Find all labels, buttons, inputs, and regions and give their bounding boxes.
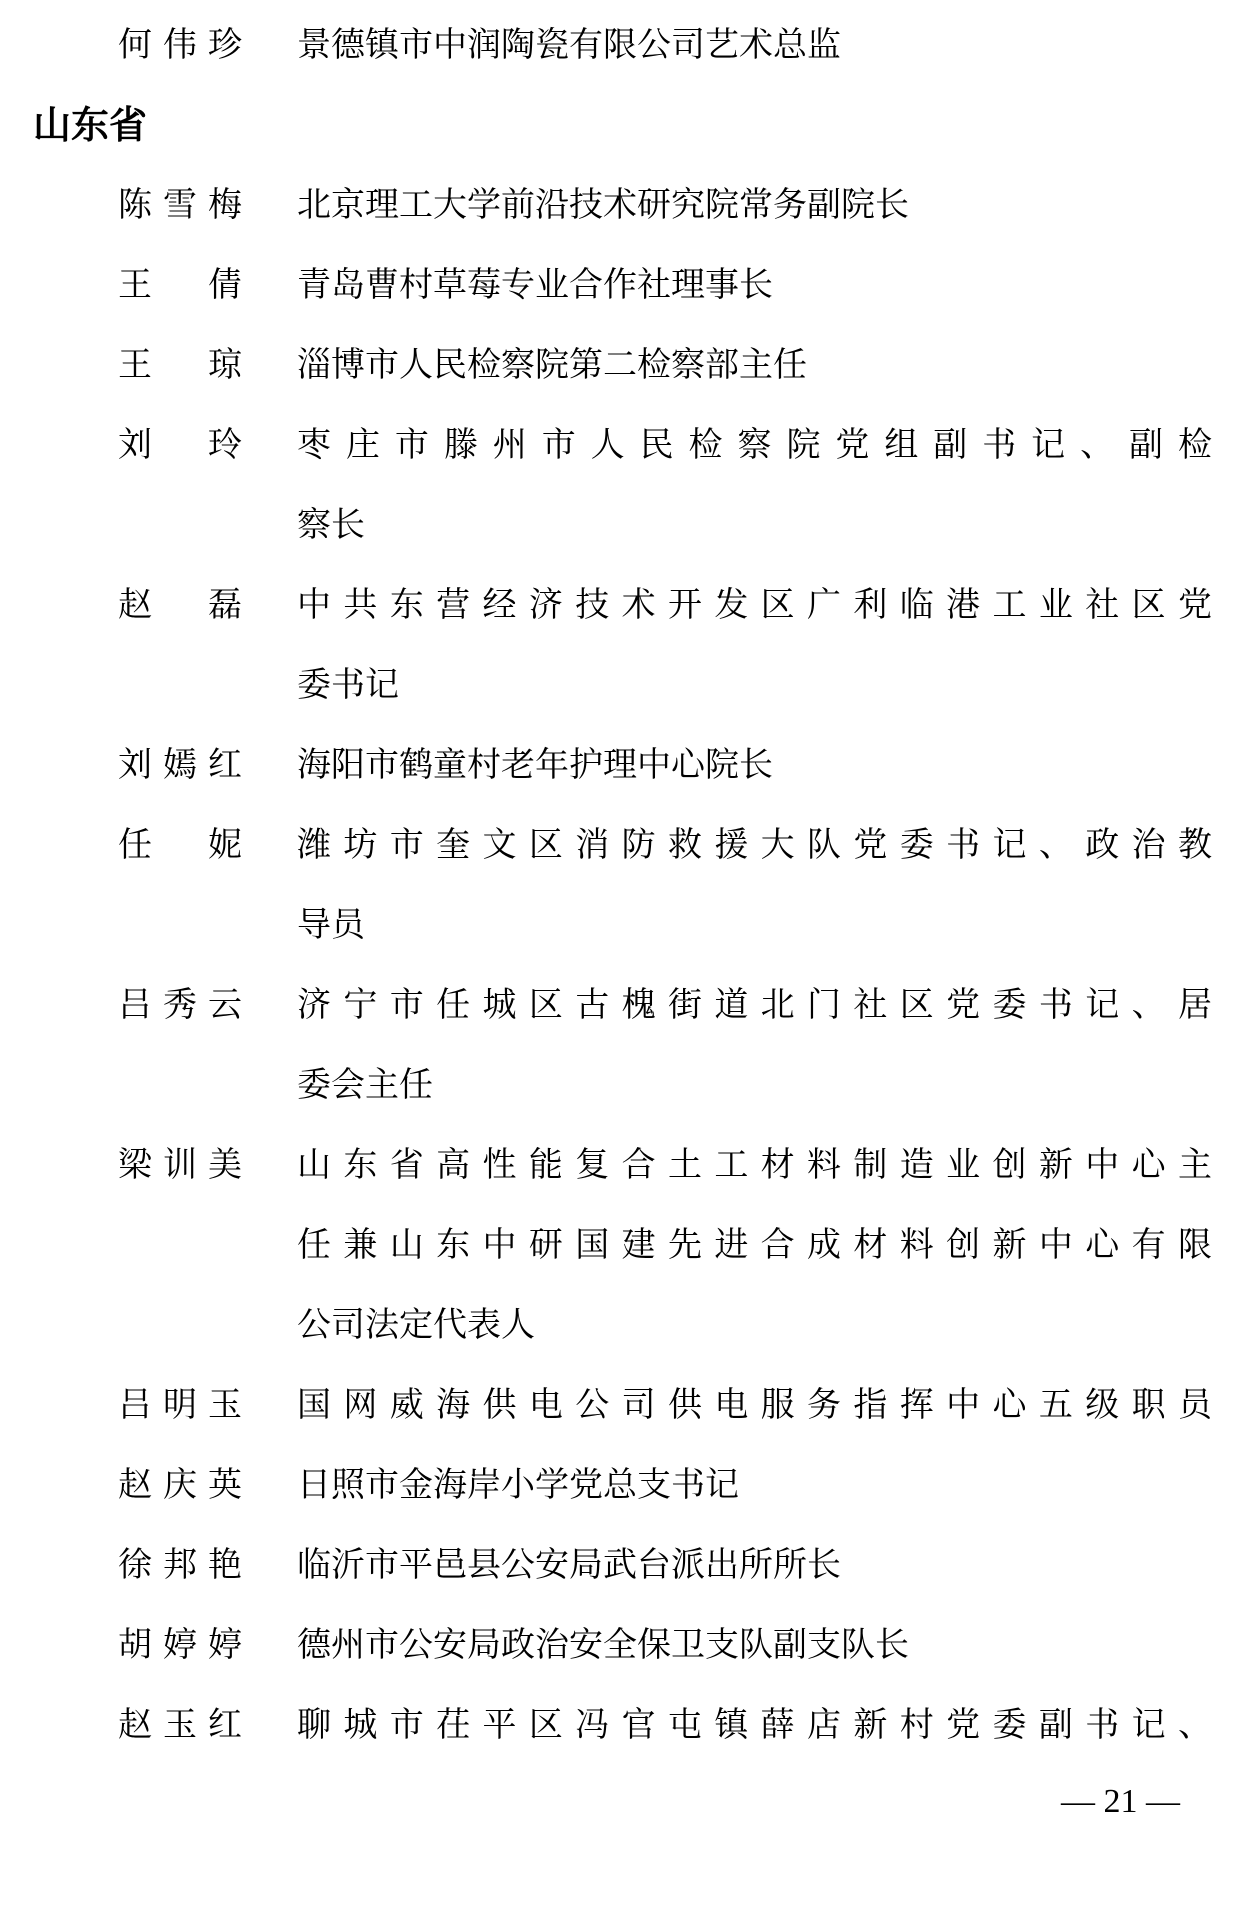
entry-position [297, 1686, 1212, 1766]
position-line: 山东省高性能复合土工材料制造业创新中心主 [297, 1147, 1212, 1184]
position-line: 聊城市茌平区冯官屯镇薛店新村党委副书记、 [297, 1707, 1212, 1744]
entry-name: 王倩 [118, 267, 242, 304]
entry-name: 徐邦艳 [118, 1547, 242, 1584]
entry-row [0, 1686, 1242, 1766]
position-line: 公司法定代表人 [297, 1307, 535, 1344]
entry-row [0, 966, 1242, 1126]
position-line: 国网威海供电公司供电服务指挥中心五级职员 [297, 1387, 1212, 1424]
entry-row [0, 166, 1242, 246]
entry-position [297, 1446, 1212, 1526]
entry-name: 吕明玉 [118, 1387, 242, 1424]
entry-name: 何伟珍 [118, 27, 242, 64]
entry-row [0, 806, 1242, 966]
entry-name: 赵磊 [118, 587, 242, 624]
entry-name: 梁训美 [118, 1147, 242, 1184]
entry-row [0, 1366, 1242, 1446]
entry-name: 陈雪梅 [118, 187, 242, 224]
position-line: 导员 [297, 907, 365, 944]
entry-row [0, 1126, 1242, 1366]
entry-position [297, 1526, 1212, 1606]
position-line: 淄博市人民检察院第二检察部主任 [297, 347, 807, 384]
entry-position [297, 1366, 1212, 1446]
position-line: 委书记 [297, 667, 399, 704]
position-line: 济宁市任城区古槐街道北门社区党委书记、居 [297, 987, 1212, 1024]
page-number: — 21 — [1061, 1783, 1180, 1820]
position-line: 察长 [297, 507, 365, 544]
entry-name: 刘玲 [118, 427, 242, 464]
position-line: 潍坊市奎文区消防救援大队党委书记、政治教 [297, 827, 1212, 864]
entry-row [0, 246, 1242, 326]
entry-row [0, 6, 1242, 86]
position-line: 任兼山东中研国建先进合成材料创新中心有限 [297, 1227, 1212, 1264]
entry-row [0, 326, 1242, 406]
entry-row [0, 566, 1242, 726]
entry-name: 赵庆英 [118, 1467, 242, 1504]
position-line: 日照市金海岸小学党总支书记 [297, 1467, 739, 1504]
entry-row [0, 1446, 1242, 1526]
entry-name: 赵玉红 [118, 1707, 242, 1744]
entry-name: 王琼 [118, 347, 242, 384]
entry-name: 胡婷婷 [118, 1627, 242, 1664]
entry-row [0, 406, 1242, 566]
position-line: 临沂市平邑县公安局武台派出所所长 [297, 1547, 841, 1584]
position-line: 海阳市鹤童村老年护理中心院长 [297, 747, 773, 784]
position-line: 北京理工大学前沿技术研究院常务副院长 [297, 187, 909, 224]
entry-position [297, 1126, 1212, 1366]
position-line: 青岛曹村草莓专业合作社理事长 [297, 267, 773, 304]
entry-position [297, 406, 1212, 566]
entry-position [297, 326, 1212, 406]
entry-name: 任妮 [118, 827, 242, 864]
position-line: 德州市公安局政治安全保卫支队副支队长 [297, 1627, 909, 1664]
entry-name: 刘嫣红 [118, 747, 242, 784]
entry-row [0, 726, 1242, 806]
entry-position [297, 6, 1212, 86]
position-line: 委会主任 [297, 1067, 433, 1104]
entry-name: 吕秀云 [118, 987, 242, 1024]
entry-position [297, 166, 1212, 246]
entry-row [0, 1526, 1242, 1606]
province-section-header: 山东省 [33, 105, 148, 147]
entry-position [297, 726, 1212, 806]
entry-position [297, 806, 1212, 966]
position-line: 景德镇市中润陶瓷有限公司艺术总监 [297, 27, 841, 64]
entry-position [297, 1606, 1212, 1686]
entry-position [297, 966, 1212, 1126]
entry-position [297, 566, 1212, 726]
rows [0, 6, 1242, 1766]
position-line: 中共东营经济技术开发区广利临港工业社区党 [297, 587, 1212, 624]
position-line: 枣庄市滕州市人民检察院党组副书记、副检 [297, 427, 1212, 464]
entry-position [297, 246, 1212, 326]
entry-row [0, 1606, 1242, 1686]
